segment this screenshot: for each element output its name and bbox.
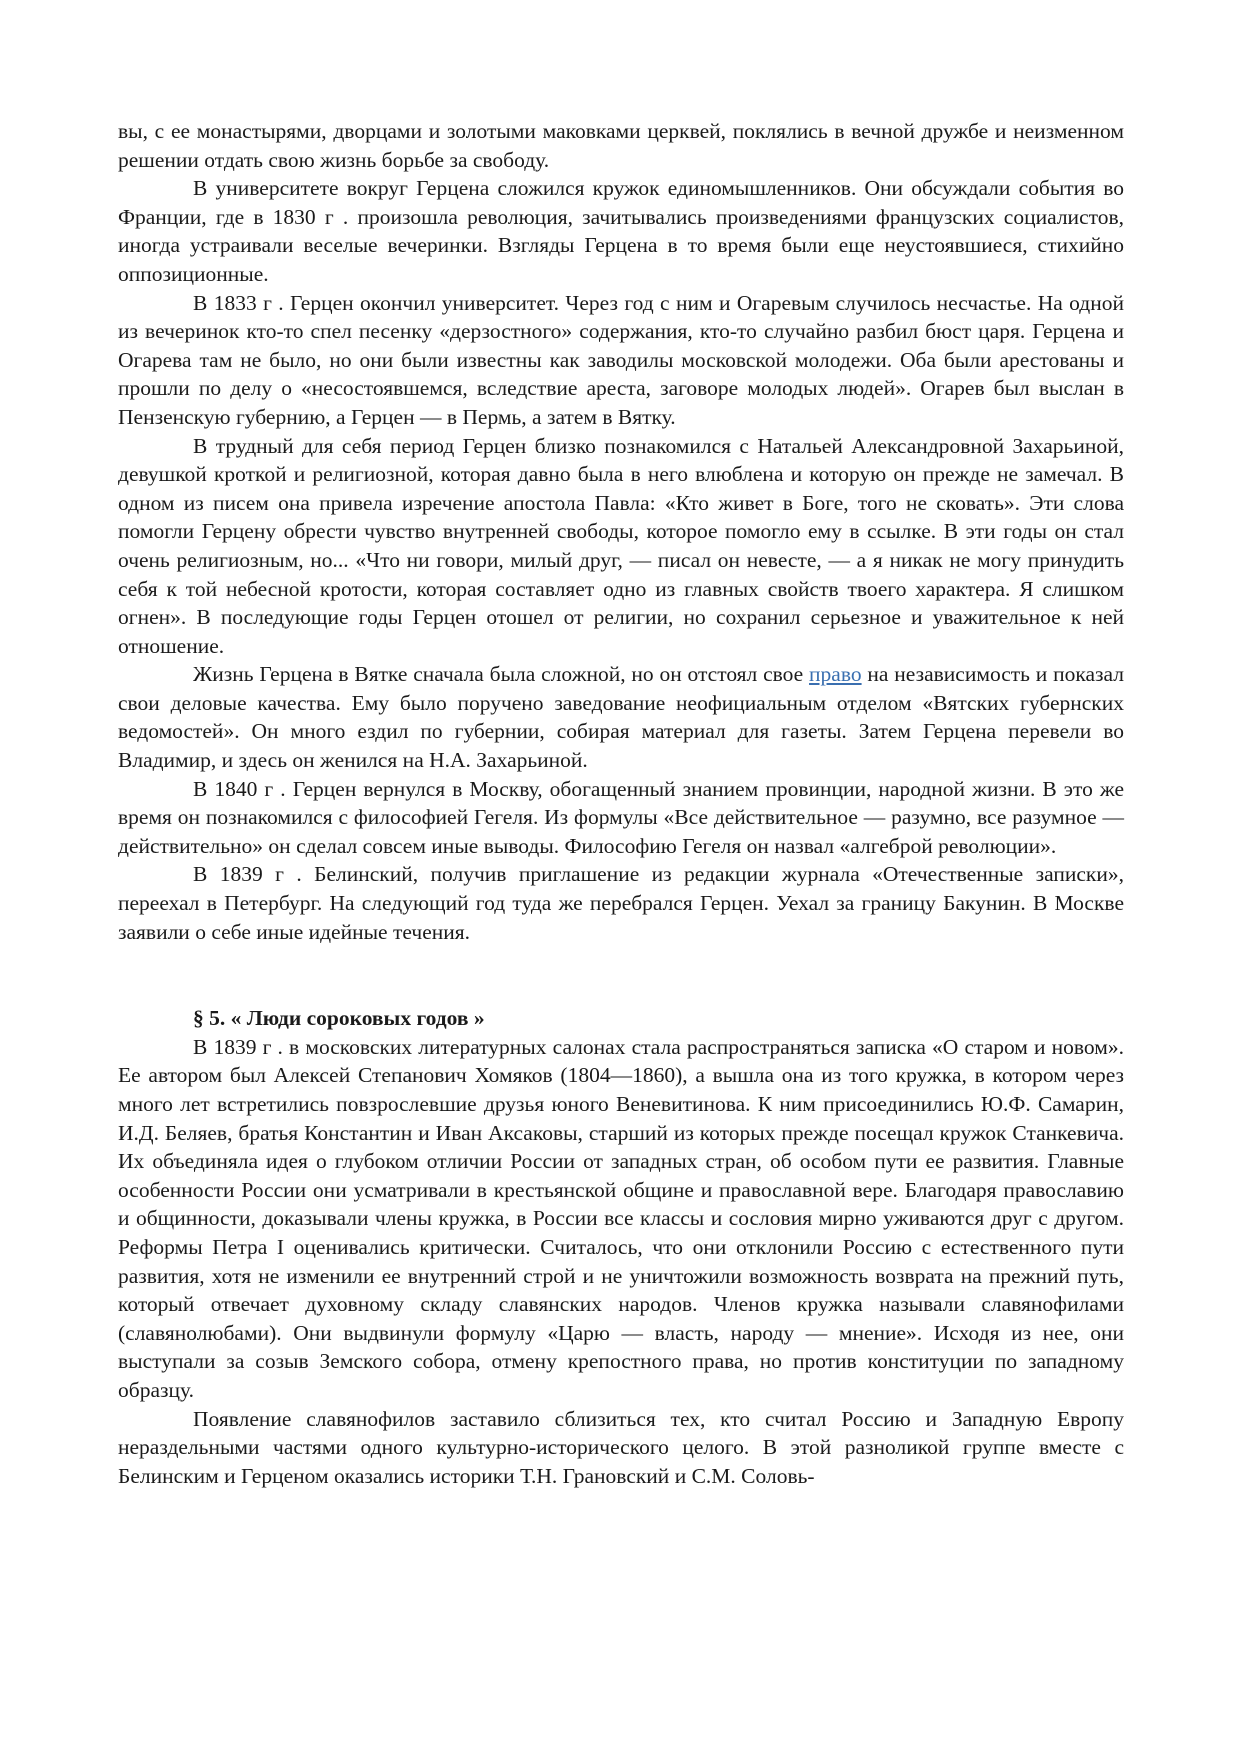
paragraph-vyatka xyxy=(118,660,1124,774)
pravo-link[interactable]: право xyxy=(809,662,862,687)
paragraph-moscow-return: В 1840 г . Герцен вернулся в Москву, обогащенный знанием провинции, народной жизни. В это же время он познакомился с философией Гегеля. Из формулы «Все действительное — разумно, все разумное — действительно» он сделал совсем иные выводы. Философию Гегеля он назвал «алгеброй революции». xyxy=(118,776,1124,858)
paragraph-continuation: вы, с ее монастырями, дворцами и золотыми маковками церквей, поклялись в вечной дружбе и неизменном решении отдать свою жизнь борьбе за свободу. xyxy=(118,119,1124,172)
paragraph-slavophiles: В 1839 г . в московских литературных салонах стала распространяться записка «О старом и новом». Ее автором был Алексей Степанович Хомяков (1804—1860), а вышла она из того кружка, в котором через много лет встретились повзрослевшие друзья юного Веневитинова. К ним присоединились Ю.Ф. Самарин, И.Д. Беляев, братья Константин и Иван Аксаковы, старший из которых прежде посещал кружок Станкевича. Их объединяла идея о глубоком отличии России от западных стран, об особом пути ее развития. Главные особенности России они усматривали в крестьянской общине и православной вере. Благодаря православию и общинности, доказывали члены кружка, в России все классы и сословия мирно уживаются друг с другом. Реформы Петра I оценивались критически. Считалось, что они отклонили Россию с естественного пути развития, хотя не изменили ее внутренний строй и не уничтожили возможность возврата на прежний путь, который отвечает духовному складу славянских народов. Членов кружка называли славянофилами (славянолюбами). Они выдвинули формулу «Царю — власть, народу — мнение». Исходя из нее, они выступали за созыв Земского собора, отмену крепостного права, но против конституции по западному образцу. xyxy=(118,1034,1124,1402)
paragraph-university-circle: В университете вокруг Герцена сложился кружок единомышленников. Они обсуждали события во Франции, где в 1830 г . произошла революция, зачитывались произведениями французских социалистов, иногда устраивали веселые вечеринки. Взгляды Герцена в то время были еще неустоявшиеся, стихийно оппозиционные. xyxy=(118,176,1124,286)
paragraph-belinsky: В 1839 г . Белинский, получив приглашение из редакции журнала «Отечественные записки», переехал в Петербург. На следующий год туда же перебрался Герцен. Уехал за границу Бакунин. В Москве заявили о себе иные идейные течения. xyxy=(118,862,1124,944)
paragraph-arrest: В 1833 г . Герцен окончил университет. Через год с ним и Огаревым случилось несчастье. На одной из вечеринок кто-то спел песенку «дерзостного» содержания, кто-то случайно разбил бюст царя. Герцена и Огарева там не было, но они были известны как заводилы московской молодежи. Оба были арестованы и прошли по делу о «несостоявшемся, вследствие ареста, заговоре молодых людей». Огарев был выслан в Пензенскую губернию, а Герцен — в Пермь, а затем в Вятку. xyxy=(118,290,1124,429)
section-heading: § 5. « Люди сороковых годов » xyxy=(193,1006,485,1031)
paragraph-vyatka-text-before: Жизнь Герцена в Вятке сначала была сложной, но он отстоял свое xyxy=(193,662,810,687)
paragraph-vyatka-text-after: на независимость и показал свои деловые качества. Ему было поручено заведование неофициальным отделом «Вятских губернских ведомостей». Он много ездил по губернии, собирая материал для газеты. Затем Герцена перевели во Владимир, и здесь он женился на Н.А. Захарьиной. xyxy=(118,662,1124,773)
paragraph-westerners: Появление славянофилов заставило сблизиться тех, кто считал Россию и Западную Европу нераздельными частями одного культурно-исторического целого. В этой разноликой группе вместе с Белинским и Герценом оказались историки Т.Н. Грановский и С.М. Соловь- xyxy=(118,1406,1124,1488)
section-spacer xyxy=(118,946,1124,1004)
document-page xyxy=(118,117,1124,1490)
paragraph-zakharina: В трудный для себя период Герцен близко познакомился с Натальей Александровной Захарьиной, девушкой кроткой и религиозной, которая давно была в него влюблена и которую он прежде не замечал. В одном из писем она привела изречение апостола Павла: «Кто живет в Боге, того не сковать». Эти слова помогли Герцену обрести чувство внутренней свободы, которое помогло ему в ссылке. В эти годы он стал очень религиозным, но... «Что ни говори, милый друг, — писал он невесте, — а я никак не могу принудить себя к той небесной кротости, которая составляет одно из главных свойств твоего характера. Я слишком огнен». В последующие годы Герцен отошел от религии, но сохранил серьезное и уважительное к ней отношение. xyxy=(118,433,1124,658)
